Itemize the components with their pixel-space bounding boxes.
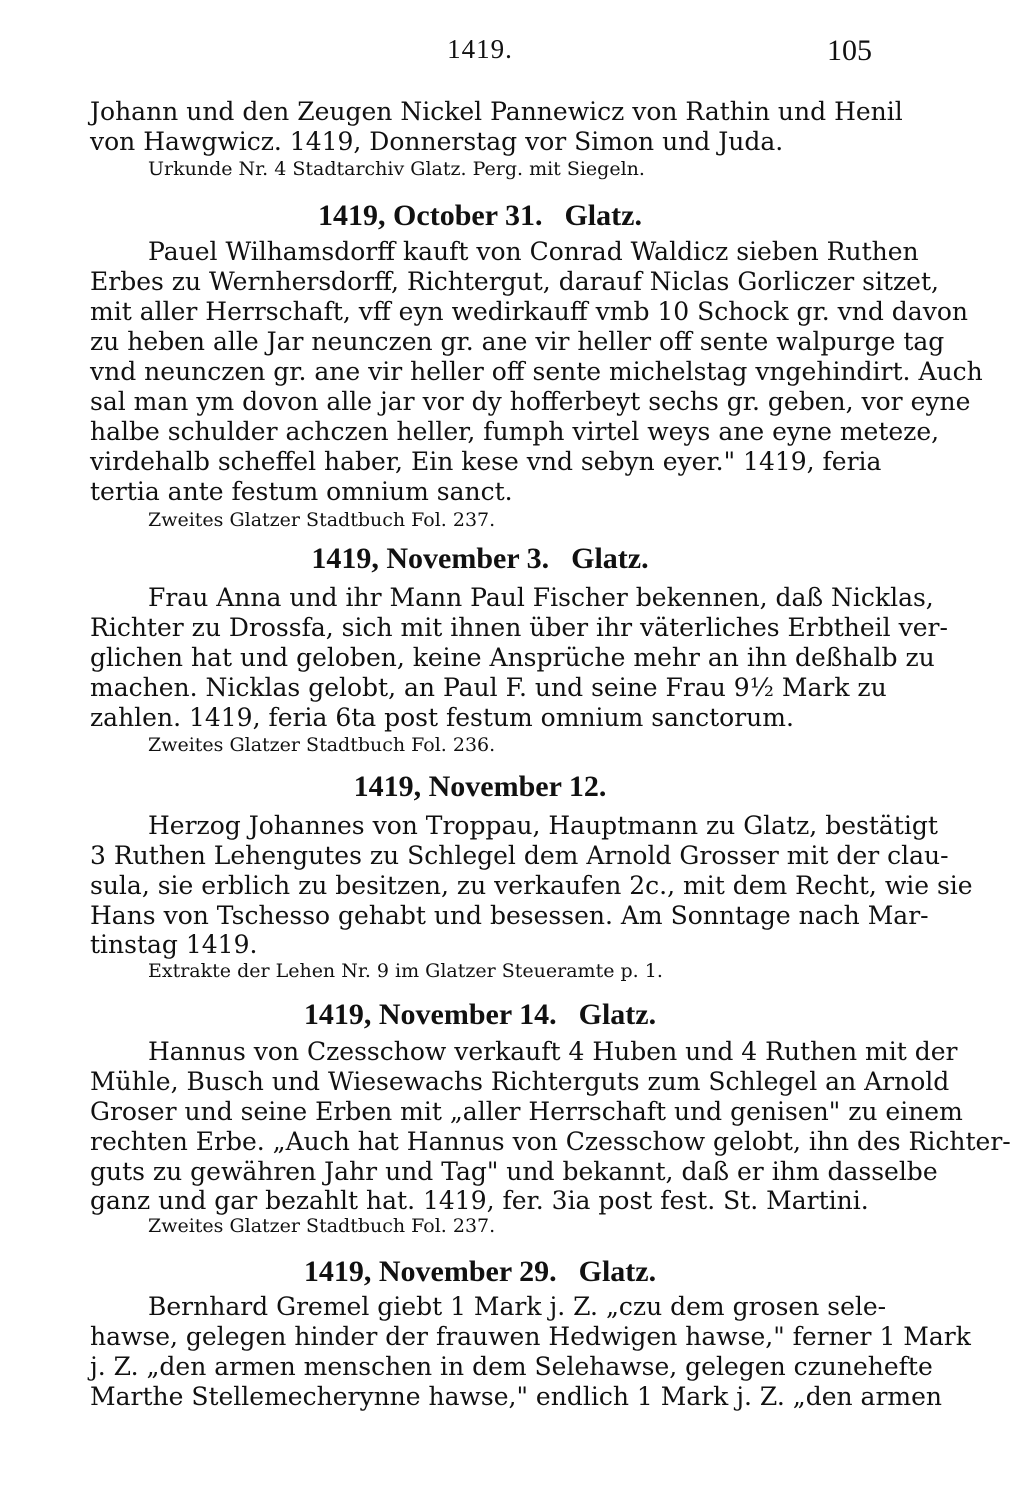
running-head [0, 34, 960, 74]
entry-heading [0, 769, 960, 805]
entry-line: vnd neunczen gr. ane vir heller off sente michelstag vngehindirt. Auch [90, 357, 983, 386]
source-citation: Zweites Glatzer Stadtbuch Fol. 236. [148, 734, 496, 756]
entry-line: halbe schulder achczen heller, fumph virtel weys ane eyne meteze, [90, 417, 940, 446]
entry-date: 1419, November 3. [311, 542, 550, 575]
entry-line: 3 Ruthen Lehengutes zu Schlegel dem Arnold Grosser mit der clau- [90, 841, 949, 870]
entry-line: Bernhard Gremel giebt 1 Mark j. Z. „czu dem grosen sele- [148, 1292, 887, 1321]
entry-place: Glatz. [564, 199, 642, 232]
running-head-year: 1419. [447, 34, 513, 64]
entry-line: glichen hat und geloben, keine Ansprüche mehr an ihn deßhalb zu [90, 643, 935, 672]
source-citation: Zweites Glatzer Stadtbuch Fol. 237. [148, 509, 496, 531]
entry-line: sal man ym dovon alle jar vor dy hofferbeyt sechs gr. geben, vor eyne [90, 387, 971, 416]
entry-date: 1419, October 31. [318, 199, 543, 232]
entry-line: rechten Erbe. „Auch hat Hannus von Czesschow gelobt, ihn des Richter- [90, 1127, 1011, 1156]
entry-line: j. Z. „den armen menschen in dem Selehawse, gelegen czunehefte [90, 1352, 933, 1381]
entry-line: Richter zu Drossfa, sich mit ihnen über ihr väterliches Erbtheil ver- [90, 613, 948, 642]
entry-heading [0, 198, 960, 234]
entry-heading [0, 997, 960, 1033]
entry-line: tertia ante festum omnium sanct. [90, 477, 513, 506]
entry-line: Johann und den Zeugen Nickel Pannewicz von Rathin und Henil [90, 97, 903, 126]
entry-line: Herzog Johannes von Troppau, Hauptmann zu Glatz, bestätigt [148, 811, 938, 840]
entry-line: Pauel Wilhamsdorff kauft von Conrad Waldicz sieben Ruthen [148, 237, 919, 266]
entry-date: 1419, November 14. [303, 998, 557, 1031]
entry-line: Erbes zu Wernhersdorff, Richtergut, darauf Niclas Gorliczer sitzet, [90, 267, 939, 296]
entry-line: Hannus von Czesschow verkauft 4 Huben und 4 Ruthen mit der [148, 1037, 958, 1066]
source-citation: Zweites Glatzer Stadtbuch Fol. 237. [148, 1215, 496, 1237]
entry-heading [0, 1254, 960, 1290]
page-number: 105 [827, 34, 872, 67]
entry-line: ganz und gar bezahlt hat. 1419, fer. 3ia post fest. St. Martini. [90, 1186, 869, 1215]
entry-line: hawse, gelegen hinder der frauwen Hedwigen hawse," ferner 1 Mark [90, 1322, 971, 1351]
entry-place: Glatz. [578, 998, 657, 1031]
entry-line: Mühle, Busch und Wiesewachs Richterguts zum Schlegel an Arnold [90, 1067, 950, 1096]
entry-line: Groser und seine Erben mit „aller Herrschaft und genisen" zu einem [90, 1097, 963, 1126]
entry-place: Glatz. [571, 542, 649, 575]
entry-line: Hans von Tschesso gehabt und besessen. Am Sonntage nach Mar- [90, 901, 929, 930]
source-citation: Urkunde Nr. 4 Stadtarchiv Glatz. Perg. mit Siegeln. [148, 158, 645, 180]
entry-heading [0, 541, 960, 577]
entry-line: zu heben alle Jar neunczen gr. ane vir heller off sente walpurge tag [90, 327, 945, 356]
entry-place: Glatz. [578, 1255, 657, 1288]
entry-line: sula, sie erblich zu besitzen, zu verkaufen 2c., mit dem Recht, wie sie [90, 871, 973, 900]
entry-line: Frau Anna und ihr Mann Paul Fischer bekennen, daß Nicklas, [148, 583, 934, 612]
entry-line: tinstag 1419. [90, 930, 258, 959]
entry-date: 1419, November 12. [353, 770, 607, 803]
entry-line: guts zu gewähren Jahr und Tag" und bekannt, daß er ihm dasselbe [90, 1157, 938, 1186]
entry-date: 1419, November 29. [303, 1255, 557, 1288]
entry-line: Marthe Stellemecherynne hawse," endlich 1 Mark j. Z. „den armen [90, 1382, 943, 1411]
entry-line: machen. Nicklas gelobt, an Paul F. und seine Frau 9½ Mark zu [90, 673, 887, 702]
entry-line: mit aller Herrschaft, vff eyn wedirkauff vmb 10 Schock gr. vnd davon [90, 297, 968, 326]
entry-line: von Hawgwicz. 1419, Donnerstag vor Simon und Juda. [90, 127, 784, 156]
entry-line: zahlen. 1419, feria 6ta post festum omnium sanctorum. [90, 703, 794, 732]
entry-line: virdehalb scheffel haber, Ein kese vnd sebyn eyer." 1419, feria [90, 447, 882, 476]
source-citation: Extrakte der Lehen Nr. 9 im Glatzer Steueramte p. 1. [148, 960, 663, 982]
